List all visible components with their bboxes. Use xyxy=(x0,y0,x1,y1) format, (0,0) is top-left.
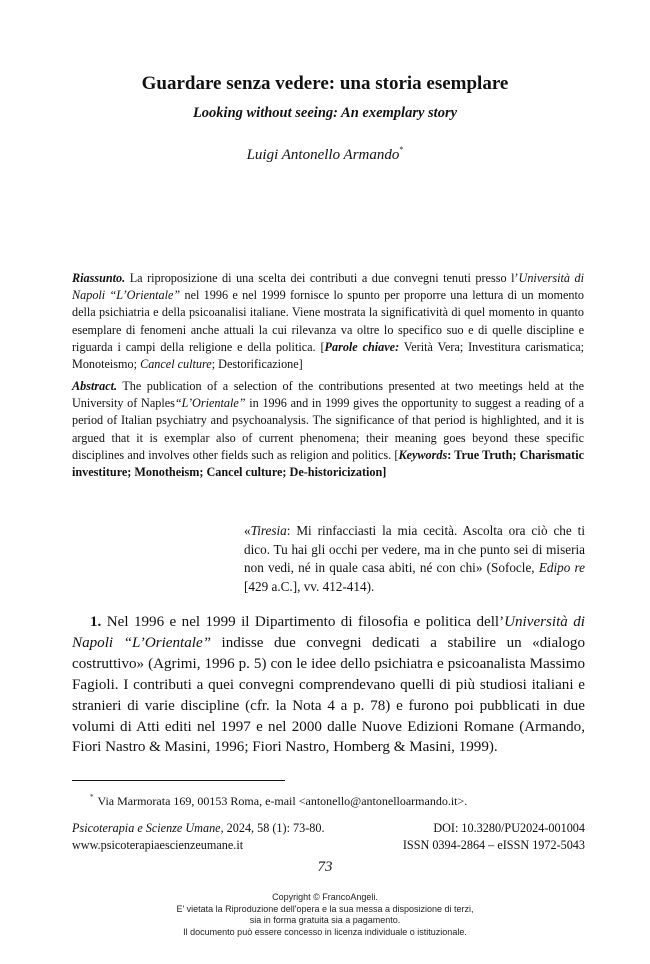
riassunto-block xyxy=(72,270,584,373)
epigraph-open: « xyxy=(244,523,251,538)
body-paragraph xyxy=(72,612,585,758)
keywords-text: : True Truth; Charismatic investiture; Monotheism; Cancel culture; De-historicization] xyxy=(72,447,584,480)
abstract-label: Abstract. xyxy=(72,379,118,393)
riassunto-university-italic: Università di Napoli “L’Orientale” xyxy=(72,271,584,303)
footnote xyxy=(90,789,584,809)
abstract-text-1: The publication of a selection of the contributions presented at two meetings held at the University of Naples xyxy=(72,379,584,411)
body-text-1: Nel 1996 e nel 1999 il Dipartimento di filosofia e politica dell’ xyxy=(101,614,505,630)
parole-chiave-label: Parole chiave: xyxy=(324,339,400,354)
body-text-2: indisse due convegni dedicati a stabilire un «dialogo costruttivo» (Agrimi, 1996 p. 5) con le idee dello psichiatra e psicoanalista Massimo Fagioli. I contributi a quei convegni comprendevano quelli di più studiosi italiani e stranieri di varie discipline (cfr. la Nota 4 a p. 78) e furono poi pubblicati in due volumi di Atti editi nel 1997 e nel 2000 dalle Nuove Edizioni Romane (Armando, Fiori Nastro & Masini, 1996; Fiori Nastro, Homberg & Masini, 1999). xyxy=(72,634,585,756)
body-university-italic: Università di Napoli “L’Orientale” xyxy=(72,614,585,651)
epigraph-work: Edipo re xyxy=(538,560,586,576)
page-number: 73 xyxy=(317,859,333,875)
copyright-notice xyxy=(0,892,650,938)
journal-website[interactable]: www.psicoterapiaescienzeumane.it xyxy=(72,838,244,852)
footnote-divider xyxy=(72,780,285,781)
epigraph-speaker: Tiresia xyxy=(250,523,287,538)
author-name: Luigi Antonello Armando xyxy=(246,147,400,163)
journal-name: Psicoterapia e Scienze Umane xyxy=(72,821,221,835)
copyright-line-2: E' vietata la Riproduzione dell'opera e la sua messa a disposizione di terzi, xyxy=(176,903,474,914)
copyright-line-3: sia in forma gratuita sia a pagamento. xyxy=(249,915,401,926)
epigraph-citation: [429 a.C.], vv. 412-414). xyxy=(244,578,375,594)
footnote-marker: * xyxy=(90,793,94,801)
riassunto-text-1: La riproposizione di una scelta dei contributi a due convegni tenuti presso l’ xyxy=(125,271,519,285)
journal-doi[interactable]: DOI: 10.3280/PU2024-001004 xyxy=(433,821,585,835)
footnote-text: Via Marmorata 169, 00153 Roma, e-mail <antonello@antonelloarmando.it>. xyxy=(97,794,468,808)
epigraph-quote xyxy=(244,522,585,596)
journal-identifiers xyxy=(330,820,585,854)
author-footnote-marker: * xyxy=(399,145,404,154)
journal-issn: ISSN 0394-2864 – eISSN 1972-5043 xyxy=(402,838,585,852)
riassunto-label: Riassunto. xyxy=(72,271,126,285)
article-title: Guardare senza vedere: una storia esemplare xyxy=(141,73,509,94)
journal-issue: , 2024, 58 (1): 73-80. xyxy=(220,821,325,835)
parole-chiave-text-1: Verità Vera; Investitura carismatica; Monoteismo; xyxy=(72,339,584,372)
copyright-line-4: Il documento può essere concesso in licenza individuale o istituzionale. xyxy=(183,926,467,937)
abstract-text-2: in 1996 and in 1999 gives the opportunity to suggest a reading of a period of Italian psychiatry and psychoanalysis. The significance of that period is highlighted, and it is argued that it is exemplar also of current phenomena; their meaning goes beyond these specific disciplines and involves other fields such as religion and politics. [ xyxy=(72,396,584,462)
parole-chiave-text-2: ; Destorificazione] xyxy=(211,357,303,372)
epigraph-text: : Mi rinfacciasti la mia cecità. Ascolta ora ciò che ti dico. Tu hai gli occhi per vedere, ma in che punto sei di miseria non vedi, né in quale casa abiti, né con chi» (Sofocle, xyxy=(244,523,585,576)
abstract-university-italic: “L’Orientale” xyxy=(174,396,246,411)
section-number: 1. xyxy=(90,614,102,630)
riassunto-text-2: nel 1996 e nel 1999 fornisce lo spunto per proporre una lettura di un momento della psichiatria e della psicoanalisi italiane. Viene mostrata la significatività di quel momento in quanto esemplare di fenomeni anche attuali la cui rilevanza va oltre lo specifico suo e di quelle discipline e riguarda i campi della religione e della politica. [ xyxy=(72,288,584,354)
author-line xyxy=(0,140,650,165)
copyright-line-1: Copyright © FrancoAngeli. xyxy=(272,892,378,902)
parole-chiave-italic: Cancel culture xyxy=(140,357,212,372)
journal-info xyxy=(72,820,372,854)
article-subtitle: Looking without seeing: An exemplary story xyxy=(192,105,458,121)
keywords-label: Keywords xyxy=(398,447,448,462)
abstract-block xyxy=(72,378,584,481)
